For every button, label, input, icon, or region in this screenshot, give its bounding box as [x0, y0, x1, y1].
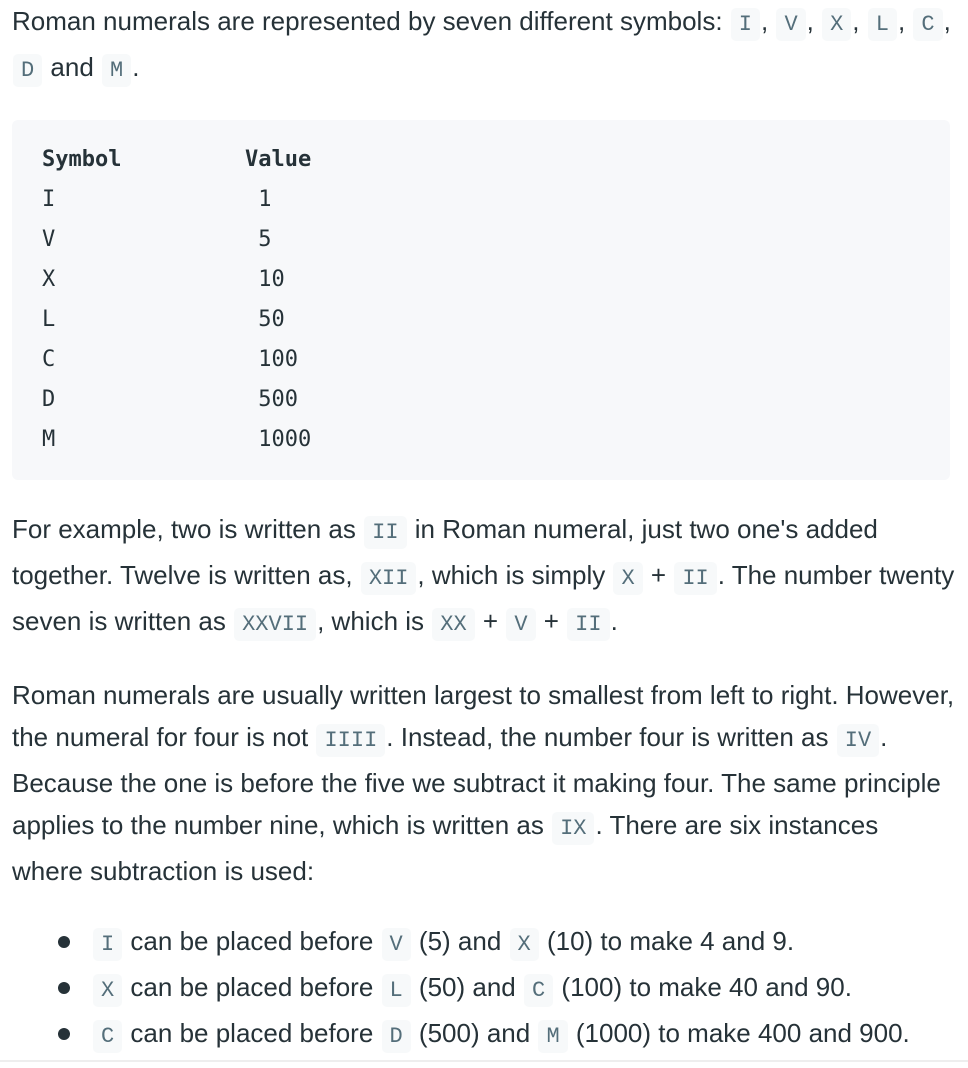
row-symbol: L — [42, 307, 56, 332]
row-value: 10 — [245, 267, 285, 292]
code-numeral: II — [364, 516, 406, 549]
example-paragraph — [12, 508, 956, 646]
divider — [0, 1060, 968, 1062]
row-symbol: V — [42, 227, 56, 252]
text: + — [643, 560, 674, 590]
code-numeral: X — [510, 928, 539, 961]
text: + — [536, 606, 567, 636]
list-item — [92, 920, 956, 966]
row-value: 1000 — [245, 427, 312, 452]
code-numeral: X — [613, 562, 642, 595]
row-symbol: D — [42, 387, 56, 412]
table-row — [42, 380, 920, 420]
text: (10) to make 4 and 9. — [539, 926, 795, 956]
text: . There are six instances where subtraction is used: — [12, 810, 879, 886]
row-symbol: X — [42, 267, 56, 292]
subtraction-rules-list — [12, 920, 956, 1058]
text: . Because the one is before the five we subtract it making four. The same principle applies to the number nine, which is written as — [12, 722, 941, 840]
text: For example, two is written as — [12, 514, 364, 544]
row-symbol: C — [42, 347, 56, 372]
separator: , — [897, 6, 913, 36]
and-word: and — [43, 52, 102, 82]
code-numeral: C — [93, 1020, 122, 1053]
code-symbol-d: D — [13, 54, 42, 87]
row-value: 1 — [245, 187, 272, 212]
list-item — [92, 966, 956, 1012]
separator: , — [943, 6, 951, 36]
code-numeral: V — [506, 608, 535, 641]
code-numeral: D — [382, 1020, 411, 1053]
code-numeral: XXVII — [234, 608, 316, 641]
text: can be placed before — [123, 972, 381, 1002]
code-symbol-l: L — [868, 8, 897, 41]
bullet-icon — [58, 982, 70, 994]
text: (100) to make 40 and 90. — [554, 972, 852, 1002]
intro-text: Roman numerals are represented by seven different symbols: — [12, 6, 730, 36]
text: (1000) to make 400 and 900. — [568, 1018, 910, 1048]
bullet-icon — [58, 1028, 70, 1040]
separator: , — [760, 6, 776, 36]
order-paragraph — [12, 674, 956, 892]
code-numeral: V — [382, 928, 411, 961]
row-symbol: I — [42, 187, 56, 212]
text: . — [610, 606, 618, 636]
text: . Instead, the number four is written as — [386, 722, 836, 752]
list-item — [92, 1012, 956, 1058]
bullet-icon — [58, 936, 70, 948]
code-numeral: IV — [837, 724, 879, 757]
text: . The number twenty seven is written as — [12, 560, 955, 636]
text: Roman numerals are usually written largest to smallest from left to right. However, the numeral for four is not — [12, 680, 955, 752]
intro-paragraph — [12, 0, 956, 92]
row-value: 500 — [245, 387, 298, 412]
code-symbol-c: C — [913, 8, 942, 41]
row-value: 100 — [245, 347, 298, 372]
text: can be placed before — [123, 926, 381, 956]
table-header — [42, 140, 920, 180]
row-value: 5 — [245, 227, 272, 252]
code-symbol-i: I — [731, 8, 760, 41]
row-value: 50 — [245, 307, 285, 332]
table-row — [42, 340, 920, 380]
table-row — [42, 220, 920, 260]
period: . — [132, 52, 140, 82]
row-symbol: M — [42, 427, 56, 452]
code-symbol-v: V — [776, 8, 805, 41]
code-numeral: L — [382, 974, 411, 1007]
text: , which is simply — [417, 560, 613, 590]
text: (5) and — [411, 926, 509, 956]
text: in Roman numeral, just two one's added together. Twelve is written as, — [12, 514, 878, 590]
code-numeral: II — [567, 608, 609, 641]
text: (50) and — [411, 972, 523, 1002]
code-numeral: M — [538, 1020, 567, 1053]
code-numeral: I — [93, 928, 122, 961]
text: + — [475, 606, 506, 636]
separator: , — [806, 6, 822, 36]
text: can be placed before — [123, 1018, 381, 1048]
separator: , — [852, 6, 867, 36]
table-row — [42, 420, 920, 460]
code-numeral: II — [674, 562, 716, 595]
table-row — [42, 180, 920, 220]
table-row — [42, 300, 920, 340]
header-value: Value — [245, 147, 312, 172]
text: , which is — [317, 606, 432, 636]
code-symbol-m: M — [102, 54, 131, 87]
code-numeral: XII — [361, 562, 417, 595]
code-numeral: IX — [552, 812, 594, 845]
table-row — [42, 260, 920, 300]
code-symbol-x: X — [822, 8, 851, 41]
code-numeral: IIII — [316, 724, 385, 757]
problem-description — [12, 0, 956, 1058]
text: (500) and — [411, 1018, 538, 1048]
code-numeral: C — [524, 974, 553, 1007]
code-numeral: XX — [432, 608, 474, 641]
code-numeral: X — [93, 974, 122, 1007]
header-symbol: Symbol — [42, 147, 122, 172]
symbol-value-table — [12, 120, 950, 480]
